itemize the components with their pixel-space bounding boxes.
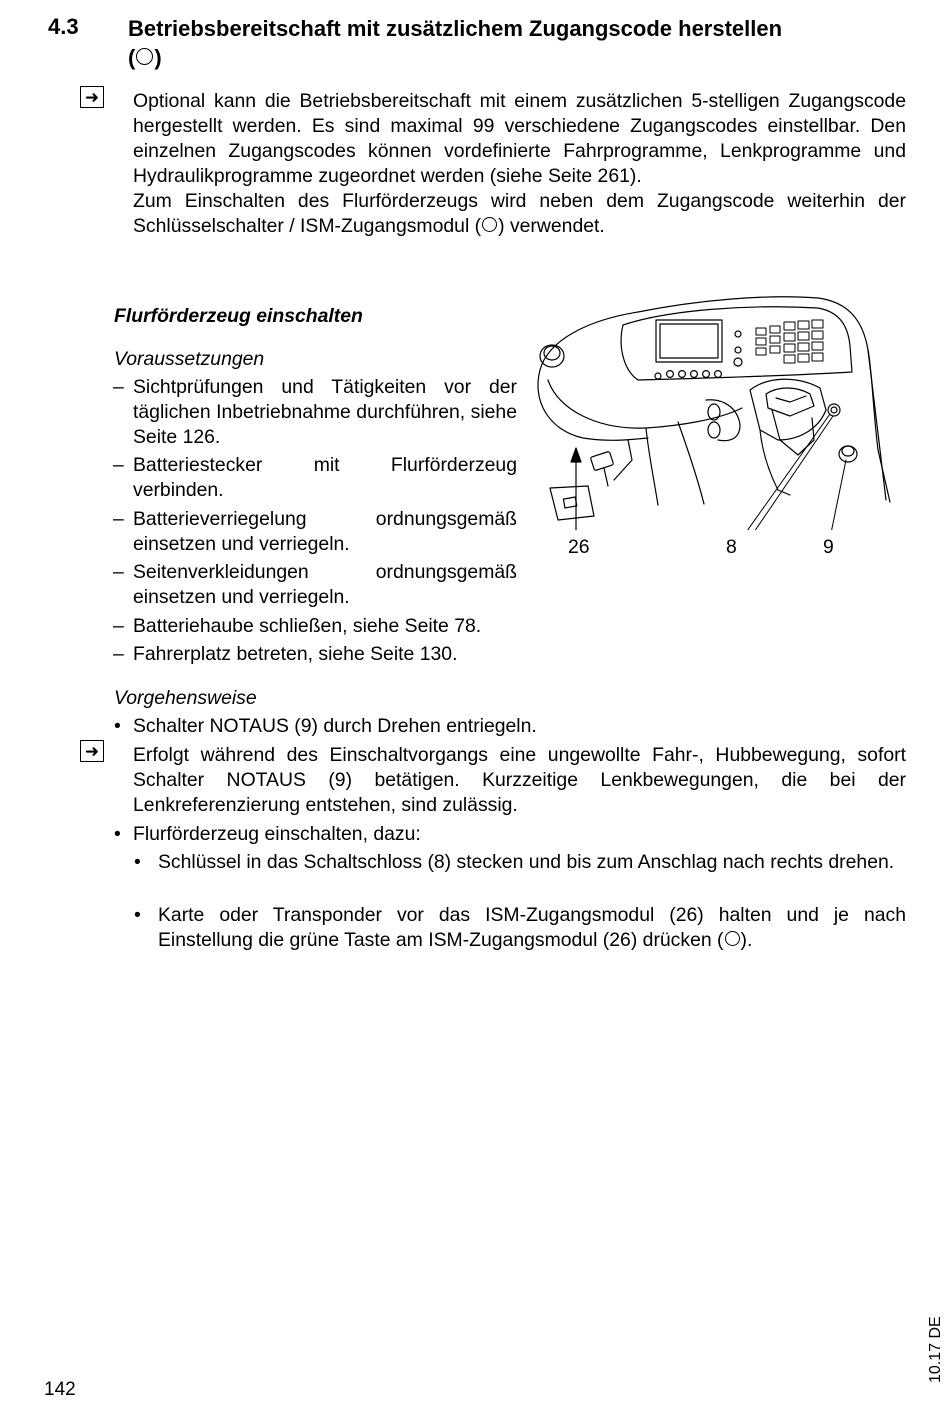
list-item: – Batteriehaube schließen, siehe Seite 78. (113, 614, 482, 637)
list-item: – Batteriestecker mit Flurförderzeug verbinden. (113, 454, 517, 502)
edition-date: 10.17 DE (927, 1316, 944, 1383)
list-item: – Fahrerplatz betreten, siehe Seite 130. (113, 643, 458, 666)
option-circle-icon (725, 931, 740, 946)
procedure-step-1: Schalter NOTAUS (9) durch Drehen entriegeln. (133, 715, 537, 737)
subsection-title: Flurförderzeug einschalten (114, 305, 363, 327)
note-arrow-icon: ➜ (80, 740, 104, 762)
bullet-marker: • (134, 904, 141, 926)
list-item: – Batterieverriegelung ordnungsgemäß einsetzen und verriegeln. (113, 507, 517, 555)
option-circle-icon (482, 217, 497, 232)
section-number: 4.3 (48, 14, 79, 39)
bullet-marker: • (114, 715, 121, 737)
warning-note: Erfolgt während des Einschaltvorgangs eine ungewollte Fahr-, Hubbewegung, sofort Schalter NOTAUS (9) betätigen. Kurzzeitige Lenkbewegungen, die bei der Lenkreferenzierung entstehen, sind zulässig. (133, 744, 906, 816)
bullet-marker: • (114, 823, 121, 845)
figure-label-9: 9 (823, 536, 834, 558)
prerequisites-title: Voraussetzungen (114, 348, 265, 370)
section-title: Betriebsbereitschaft mit zusätzlichem Zugangscode herstellen ( ) (128, 16, 783, 70)
figure-label-26: 26 (568, 536, 590, 558)
list-item: – Seitenverkleidungen ordnungsgemäß einsetzen und verriegeln. (113, 561, 517, 609)
prerequisites-list (113, 375, 517, 671)
bullet-marker: • (134, 851, 141, 873)
procedure-step-2: Flurförderzeug einschalten, dazu: (133, 823, 421, 845)
procedure-substep-1: Schlüssel in das Schaltschloss (8) stecken und bis zum Anschlag nach rechts drehen. (158, 851, 895, 873)
procedure-substep-2: Karte oder Transponder vor das ISM-Zugangsmodul (26) halten und je nach Einstellung die grüne Taste am ISM-Zugangsmodul (26) drücken ( ). (158, 904, 906, 951)
control-panel-figure (528, 290, 908, 530)
note-arrow-icon: ➜ (80, 86, 104, 108)
option-circle-icon (136, 48, 153, 65)
list-item: – Sichtprüfungen und Tätigkeiten vor der täglichen Inbetriebnahme durchführen, siehe Seite 126. (113, 376, 517, 448)
figure-label-8: 8 (726, 536, 737, 558)
procedure-title: Vorgehensweise (114, 687, 257, 709)
page-number: 142 (44, 1379, 76, 1400)
note-paragraph: Optional kann die Betriebsbereitschaft mit einem zusätzlichen 5-stelligen Zugangscode hergestellt werden. Es sind maximal 99 verschiedene Zugangscodes einstellbar. Den einzelnen Zugangscodes können vordefinierte Fahrprogramme, Lenkprogramme und Hydraulikprogramme zugeordnet werden (siehe Seite 261). Zum Einschalten des Flurförderzeugs wird neben dem Zugangscode weiterhin der Schlüsselschalter / ISM-Zugangsmodul ( ) verwendet. (133, 90, 906, 237)
